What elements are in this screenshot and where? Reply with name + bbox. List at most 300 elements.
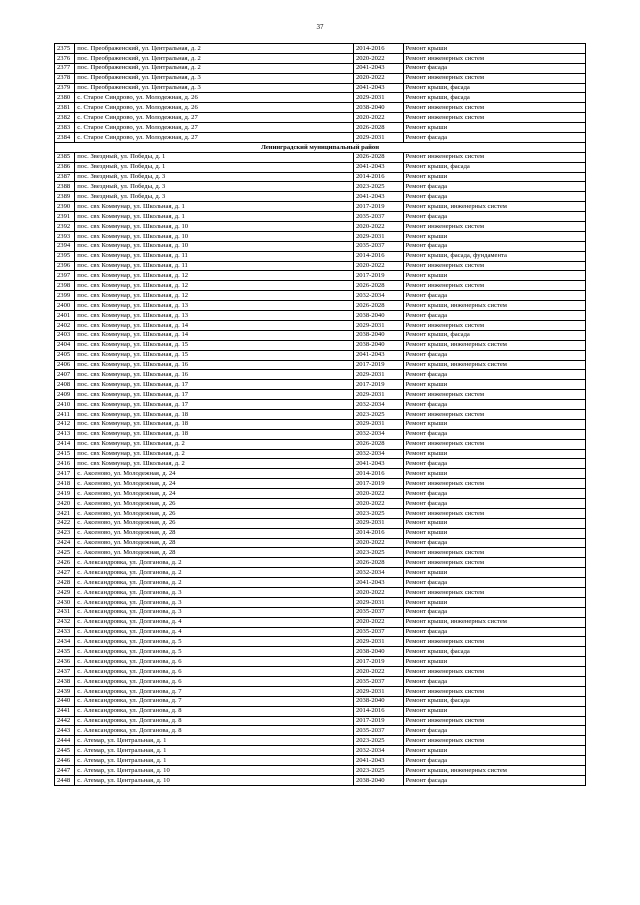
work-type-cell: Ремонт фасада bbox=[403, 133, 585, 143]
row-number: 2381 bbox=[55, 103, 75, 113]
address-cell: пос. Звездный, ул. Победы, д. 1 bbox=[75, 162, 354, 172]
address-cell: с. Александровка, ул. Долганова, д. 6 bbox=[75, 677, 354, 687]
address-cell: пос. свх Коммунар, ул. Школьная, д. 11 bbox=[75, 251, 354, 261]
work-type-cell: Ремонт фасада bbox=[403, 350, 585, 360]
table-row bbox=[55, 498, 586, 508]
address-cell: с. Аксеново, ул. Молодежная, д. 24 bbox=[75, 469, 354, 479]
address-cell: с. Аксеново, ул. Молодежная, д. 28 bbox=[75, 548, 354, 558]
table-row bbox=[55, 291, 586, 301]
address-cell: с. Александровка, ул. Долганова, д. 6 bbox=[75, 667, 354, 677]
table-row bbox=[55, 677, 586, 687]
address-cell: пос. свх Коммунар, ул. Школьная, д. 1 bbox=[75, 202, 354, 212]
work-type-cell: Ремонт инженерных систем bbox=[403, 716, 585, 726]
address-cell: с. Аксеново, ул. Молодежная, д. 26 bbox=[75, 508, 354, 518]
row-number: 2376 bbox=[55, 53, 75, 63]
table-row bbox=[55, 93, 586, 103]
row-number: 2397 bbox=[55, 271, 75, 281]
work-type-cell: Ремонт фасада bbox=[403, 63, 585, 73]
row-number: 2419 bbox=[55, 489, 75, 499]
table-row bbox=[55, 597, 586, 607]
row-number: 2405 bbox=[55, 350, 75, 360]
address-cell: пос. свх Коммунар, ул. Школьная, д. 17 bbox=[75, 400, 354, 410]
section-header-row bbox=[55, 142, 586, 152]
address-cell: с. Александровка, ул. Долганова, д. 4 bbox=[75, 617, 354, 627]
address-cell: с. Александровка, ул. Долганова, д. 3 bbox=[75, 607, 354, 617]
period-cell: 2032-2034 bbox=[353, 568, 403, 578]
table-row bbox=[55, 400, 586, 410]
row-number: 2380 bbox=[55, 93, 75, 103]
address-cell: пос. свх Коммунар, ул. Школьная, д. 18 bbox=[75, 419, 354, 429]
work-type-cell: Ремонт инженерных систем bbox=[403, 667, 585, 677]
work-type-cell: Ремонт фасада bbox=[403, 400, 585, 410]
row-number: 2431 bbox=[55, 607, 75, 617]
address-cell: с. Александровка, ул. Долганова, д. 8 bbox=[75, 726, 354, 736]
table-row bbox=[55, 380, 586, 390]
work-type-cell: Ремонт фасада bbox=[403, 578, 585, 588]
row-number: 2387 bbox=[55, 172, 75, 182]
work-type-cell: Ремонт крыши bbox=[403, 449, 585, 459]
work-type-cell: Ремонт крыши bbox=[403, 123, 585, 133]
period-cell: 2017-2019 bbox=[353, 380, 403, 390]
table-row bbox=[55, 202, 586, 212]
row-number: 2440 bbox=[55, 696, 75, 706]
work-type-cell: Ремонт фасада bbox=[403, 627, 585, 637]
table-row bbox=[55, 518, 586, 528]
period-cell: 2038-2040 bbox=[353, 330, 403, 340]
row-number: 2409 bbox=[55, 390, 75, 400]
row-number: 2406 bbox=[55, 360, 75, 370]
row-number: 2391 bbox=[55, 212, 75, 222]
period-cell: 2032-2034 bbox=[353, 746, 403, 756]
table-row bbox=[55, 696, 586, 706]
row-number: 2414 bbox=[55, 439, 75, 449]
table-row bbox=[55, 409, 586, 419]
row-number: 2417 bbox=[55, 469, 75, 479]
period-cell: 2020-2022 bbox=[353, 489, 403, 499]
work-type-cell: Ремонт фасада bbox=[403, 607, 585, 617]
table-row bbox=[55, 775, 586, 785]
table-row bbox=[55, 231, 586, 241]
address-cell: с. Атемар, ул. Центральная, д. 10 bbox=[75, 775, 354, 785]
work-type-cell: Ремонт крыши, фасада bbox=[403, 696, 585, 706]
period-cell: 2038-2040 bbox=[353, 775, 403, 785]
address-cell: с. Аксеново, ул. Молодежная, д. 28 bbox=[75, 538, 354, 548]
period-cell: 2041-2043 bbox=[353, 192, 403, 202]
work-type-cell: Ремонт крыши bbox=[403, 657, 585, 667]
table-row bbox=[55, 311, 586, 321]
period-cell: 2014-2016 bbox=[353, 706, 403, 716]
row-number: 2416 bbox=[55, 459, 75, 469]
period-cell: 2035-2037 bbox=[353, 627, 403, 637]
row-number: 2429 bbox=[55, 587, 75, 597]
table-row bbox=[55, 568, 586, 578]
row-number: 2421 bbox=[55, 508, 75, 518]
address-cell: пос. свх Коммунар, ул. Школьная, д. 10 bbox=[75, 222, 354, 232]
work-type-cell: Ремонт крыши, инженерных систем bbox=[403, 340, 585, 350]
work-type-cell: Ремонт крыши bbox=[403, 746, 585, 756]
table-row bbox=[55, 212, 586, 222]
work-type-cell: Ремонт инженерных систем bbox=[403, 103, 585, 113]
table-row bbox=[55, 657, 586, 667]
table-row bbox=[55, 528, 586, 538]
row-number: 2379 bbox=[55, 83, 75, 93]
address-cell: пос. свх Коммунар, ул. Школьная, д. 11 bbox=[75, 261, 354, 271]
row-number: 2400 bbox=[55, 301, 75, 311]
repair-schedule-table bbox=[54, 43, 586, 786]
table-row bbox=[55, 222, 586, 232]
row-number: 2427 bbox=[55, 568, 75, 578]
table-row bbox=[55, 429, 586, 439]
period-cell: 2020-2022 bbox=[353, 222, 403, 232]
row-number: 2385 bbox=[55, 152, 75, 162]
work-type-cell: Ремонт крыши, фасада bbox=[403, 330, 585, 340]
period-cell: 2029-2031 bbox=[353, 320, 403, 330]
work-type-cell: Ремонт крыши, фасада bbox=[403, 93, 585, 103]
table-row bbox=[55, 439, 586, 449]
table-row bbox=[55, 647, 586, 657]
work-type-cell: Ремонт инженерных систем bbox=[403, 222, 585, 232]
address-cell: с. Александровка, ул. Долганова, д. 7 bbox=[75, 696, 354, 706]
table-row bbox=[55, 558, 586, 568]
period-cell: 2035-2037 bbox=[353, 212, 403, 222]
work-type-cell: Ремонт крыши, инженерных систем bbox=[403, 617, 585, 627]
address-cell: пос. свх Коммунар, ул. Школьная, д. 14 bbox=[75, 330, 354, 340]
address-cell: с. Александровка, ул. Долганова, д. 8 bbox=[75, 706, 354, 716]
period-cell: 2023-2025 bbox=[353, 508, 403, 518]
address-cell: с. Александровка, ул. Долганова, д. 5 bbox=[75, 647, 354, 657]
address-cell: пос. свх Коммунар, ул. Школьная, д. 13 bbox=[75, 301, 354, 311]
row-number: 2424 bbox=[55, 538, 75, 548]
period-cell: 2023-2025 bbox=[353, 548, 403, 558]
address-cell: пос. Преображенский, ул. Центральная, д. 2 bbox=[75, 44, 354, 54]
work-type-cell: Ремонт крыши bbox=[403, 528, 585, 538]
work-type-cell: Ремонт фасада bbox=[403, 677, 585, 687]
period-cell: 2023-2025 bbox=[353, 766, 403, 776]
section-title: Ленинградский муниципальный район bbox=[55, 142, 586, 152]
table-row bbox=[55, 390, 586, 400]
row-number: 2392 bbox=[55, 222, 75, 232]
table-row bbox=[55, 53, 586, 63]
work-type-cell: Ремонт фасада bbox=[403, 192, 585, 202]
row-number: 2433 bbox=[55, 627, 75, 637]
table-row bbox=[55, 44, 586, 54]
period-cell: 2029-2031 bbox=[353, 518, 403, 528]
row-number: 2446 bbox=[55, 756, 75, 766]
work-type-cell: Ремонт фасада bbox=[403, 538, 585, 548]
work-type-cell: Ремонт крыши, фасада bbox=[403, 83, 585, 93]
address-cell: пос. свх Коммунар, ул. Школьная, д. 2 bbox=[75, 439, 354, 449]
period-cell: 2017-2019 bbox=[353, 657, 403, 667]
row-number: 2393 bbox=[55, 231, 75, 241]
period-cell: 2041-2043 bbox=[353, 459, 403, 469]
period-cell: 2026-2028 bbox=[353, 152, 403, 162]
table-row bbox=[55, 637, 586, 647]
row-number: 2426 bbox=[55, 558, 75, 568]
address-cell: пос. Преображенский, ул. Центральная, д. 3 bbox=[75, 83, 354, 93]
address-cell: пос. Звездный, ул. Победы, д. 1 bbox=[75, 152, 354, 162]
period-cell: 2035-2037 bbox=[353, 241, 403, 251]
address-cell: пос. свх Коммунар, ул. Школьная, д. 18 bbox=[75, 409, 354, 419]
period-cell: 2032-2034 bbox=[353, 449, 403, 459]
period-cell: 2029-2031 bbox=[353, 390, 403, 400]
period-cell: 2029-2031 bbox=[353, 370, 403, 380]
table-row bbox=[55, 746, 586, 756]
table-row bbox=[55, 261, 586, 271]
address-cell: пос. Звездный, ул. Победы, д. 3 bbox=[75, 172, 354, 182]
address-cell: с. Александровка, ул. Долганова, д. 6 bbox=[75, 657, 354, 667]
work-type-cell: Ремонт инженерных систем bbox=[403, 548, 585, 558]
period-cell: 2017-2019 bbox=[353, 716, 403, 726]
address-cell: с. Старое Синдрово, ул. Молодежная, д. 27 bbox=[75, 113, 354, 123]
work-type-cell: Ремонт инженерных систем bbox=[403, 390, 585, 400]
row-number: 2437 bbox=[55, 667, 75, 677]
address-cell: с. Александровка, ул. Долганова, д. 3 bbox=[75, 597, 354, 607]
work-type-cell: Ремонт фасада bbox=[403, 291, 585, 301]
period-cell: 2020-2022 bbox=[353, 261, 403, 271]
address-cell: пос. свх Коммунар, ул. Школьная, д. 13 bbox=[75, 311, 354, 321]
period-cell: 2041-2043 bbox=[353, 756, 403, 766]
address-cell: с. Старое Синдрово, ул. Молодежная, д. 27 bbox=[75, 123, 354, 133]
table-row bbox=[55, 320, 586, 330]
table-row bbox=[55, 686, 586, 696]
period-cell: 2032-2034 bbox=[353, 291, 403, 301]
table-row bbox=[55, 716, 586, 726]
row-number: 2413 bbox=[55, 429, 75, 439]
address-cell: пос. свх Коммунар, ул. Школьная, д. 16 bbox=[75, 360, 354, 370]
work-type-cell: Ремонт инженерных систем bbox=[403, 261, 585, 271]
period-cell: 2023-2025 bbox=[353, 736, 403, 746]
address-cell: с. Старое Синдрово, ул. Молодежная, д. 26 bbox=[75, 103, 354, 113]
period-cell: 2035-2037 bbox=[353, 726, 403, 736]
work-type-cell: Ремонт инженерных систем bbox=[403, 637, 585, 647]
row-number: 2412 bbox=[55, 419, 75, 429]
work-type-cell: Ремонт фасада bbox=[403, 429, 585, 439]
row-number: 2398 bbox=[55, 281, 75, 291]
work-type-cell: Ремонт крыши bbox=[403, 469, 585, 479]
address-cell: пос. свх Коммунар, ул. Школьная, д. 2 bbox=[75, 449, 354, 459]
work-type-cell: Ремонт фасада bbox=[403, 370, 585, 380]
table-row bbox=[55, 192, 586, 202]
period-cell: 2041-2043 bbox=[353, 578, 403, 588]
address-cell: пос. свх Коммунар, ул. Школьная, д. 18 bbox=[75, 429, 354, 439]
period-cell: 2038-2040 bbox=[353, 696, 403, 706]
address-cell: с. Александровка, ул. Долганова, д. 2 bbox=[75, 558, 354, 568]
address-cell: пос. свх Коммунар, ул. Школьная, д. 17 bbox=[75, 390, 354, 400]
table-row bbox=[55, 241, 586, 251]
period-cell: 2026-2028 bbox=[353, 301, 403, 311]
work-type-cell: Ремонт крыши bbox=[403, 568, 585, 578]
period-cell: 2023-2025 bbox=[353, 182, 403, 192]
table-row bbox=[55, 172, 586, 182]
period-cell: 2020-2022 bbox=[353, 53, 403, 63]
period-cell: 2020-2022 bbox=[353, 113, 403, 123]
address-cell: с. Аксеново, ул. Молодежная, д. 24 bbox=[75, 489, 354, 499]
period-cell: 2035-2037 bbox=[353, 607, 403, 617]
address-cell: пос. свх Коммунар, ул. Школьная, д. 14 bbox=[75, 320, 354, 330]
work-type-cell: Ремонт инженерных систем bbox=[403, 439, 585, 449]
row-number: 2415 bbox=[55, 449, 75, 459]
row-number: 2430 bbox=[55, 597, 75, 607]
address-cell: пос. свх Коммунар, ул. Школьная, д. 15 bbox=[75, 350, 354, 360]
work-type-cell: Ремонт крыши, инженерных систем bbox=[403, 202, 585, 212]
address-cell: пос. свх Коммунар, ул. Школьная, д. 12 bbox=[75, 281, 354, 291]
period-cell: 2029-2031 bbox=[353, 231, 403, 241]
work-type-cell: Ремонт инженерных систем bbox=[403, 508, 585, 518]
period-cell: 2041-2043 bbox=[353, 350, 403, 360]
period-cell: 2029-2031 bbox=[353, 133, 403, 143]
table-row bbox=[55, 627, 586, 637]
period-cell: 2026-2028 bbox=[353, 281, 403, 291]
address-cell: с. Александровка, ул. Долганова, д. 8 bbox=[75, 716, 354, 726]
row-number: 2401 bbox=[55, 311, 75, 321]
table-row bbox=[55, 152, 586, 162]
table-row bbox=[55, 182, 586, 192]
row-number: 2428 bbox=[55, 578, 75, 588]
address-cell: с. Атемар, ул. Центральная, д. 1 bbox=[75, 756, 354, 766]
row-number: 2435 bbox=[55, 647, 75, 657]
period-cell: 2020-2022 bbox=[353, 587, 403, 597]
work-type-cell: Ремонт инженерных систем bbox=[403, 479, 585, 489]
table-row bbox=[55, 756, 586, 766]
period-cell: 2029-2031 bbox=[353, 637, 403, 647]
period-cell: 2029-2031 bbox=[353, 93, 403, 103]
row-number: 2447 bbox=[55, 766, 75, 776]
row-number: 2434 bbox=[55, 637, 75, 647]
period-cell: 2020-2022 bbox=[353, 667, 403, 677]
period-cell: 2026-2028 bbox=[353, 558, 403, 568]
work-type-cell: Ремонт инженерных систем bbox=[403, 409, 585, 419]
address-cell: с. Атемар, ул. Центральная, д. 10 bbox=[75, 766, 354, 776]
row-number: 2402 bbox=[55, 320, 75, 330]
table-row bbox=[55, 766, 586, 776]
row-number: 2436 bbox=[55, 657, 75, 667]
row-number: 2444 bbox=[55, 736, 75, 746]
address-cell: пос. Звездный, ул. Победы, д. 3 bbox=[75, 182, 354, 192]
table-row bbox=[55, 617, 586, 627]
period-cell: 2014-2016 bbox=[353, 251, 403, 261]
period-cell: 2029-2031 bbox=[353, 686, 403, 696]
row-number: 2425 bbox=[55, 548, 75, 558]
period-cell: 2017-2019 bbox=[353, 271, 403, 281]
table-row bbox=[55, 469, 586, 479]
address-cell: пос. свх Коммунар, ул. Школьная, д. 10 bbox=[75, 241, 354, 251]
work-type-cell: Ремонт инженерных систем bbox=[403, 686, 585, 696]
work-type-cell: Ремонт фасада bbox=[403, 241, 585, 251]
row-number: 2390 bbox=[55, 202, 75, 212]
table-row bbox=[55, 419, 586, 429]
period-cell: 2026-2028 bbox=[353, 123, 403, 133]
row-number: 2394 bbox=[55, 241, 75, 251]
row-number: 2396 bbox=[55, 261, 75, 271]
work-type-cell: Ремонт крыши bbox=[403, 271, 585, 281]
table-row bbox=[55, 83, 586, 93]
table-row bbox=[55, 103, 586, 113]
row-number: 2448 bbox=[55, 775, 75, 785]
work-type-cell: Ремонт инженерных систем bbox=[403, 152, 585, 162]
row-number: 2383 bbox=[55, 123, 75, 133]
page-number: 37 bbox=[316, 23, 324, 31]
row-number: 2378 bbox=[55, 73, 75, 83]
period-cell: 2041-2043 bbox=[353, 162, 403, 172]
work-type-cell: Ремонт крыши bbox=[403, 380, 585, 390]
row-number: 2408 bbox=[55, 380, 75, 390]
table-row bbox=[55, 73, 586, 83]
work-type-cell: Ремонт крыши, инженерных систем bbox=[403, 766, 585, 776]
table-row bbox=[55, 479, 586, 489]
row-number: 2410 bbox=[55, 400, 75, 410]
work-type-cell: Ремонт инженерных систем bbox=[403, 736, 585, 746]
work-type-cell: Ремонт инженерных систем bbox=[403, 281, 585, 291]
address-cell: с. Александровка, ул. Долганова, д. 7 bbox=[75, 686, 354, 696]
work-type-cell: Ремонт фасада bbox=[403, 489, 585, 499]
work-type-cell: Ремонт крыши bbox=[403, 419, 585, 429]
table-row bbox=[55, 508, 586, 518]
row-number: 2389 bbox=[55, 192, 75, 202]
row-number: 2439 bbox=[55, 686, 75, 696]
row-number: 2377 bbox=[55, 63, 75, 73]
period-cell: 2032-2034 bbox=[353, 400, 403, 410]
work-type-cell: Ремонт инженерных систем bbox=[403, 73, 585, 83]
work-type-cell: Ремонт фасада bbox=[403, 182, 585, 192]
work-type-cell: Ремонт инженерных систем bbox=[403, 587, 585, 597]
address-cell: пос. свх Коммунар, ул. Школьная, д. 12 bbox=[75, 291, 354, 301]
work-type-cell: Ремонт инженерных систем bbox=[403, 53, 585, 63]
period-cell: 2041-2043 bbox=[353, 83, 403, 93]
row-number: 2443 bbox=[55, 726, 75, 736]
period-cell: 2023-2025 bbox=[353, 409, 403, 419]
row-number: 2441 bbox=[55, 706, 75, 716]
table-row bbox=[55, 548, 586, 558]
address-cell: пос. свх Коммунар, ул. Школьная, д. 1 bbox=[75, 212, 354, 222]
address-cell: с. Атемар, ул. Центральная, д. 1 bbox=[75, 746, 354, 756]
address-cell: с. Атемар, ул. Центральная, д. 1 bbox=[75, 736, 354, 746]
period-cell: 2020-2022 bbox=[353, 498, 403, 508]
period-cell: 2020-2022 bbox=[353, 538, 403, 548]
period-cell: 2026-2028 bbox=[353, 439, 403, 449]
period-cell: 2020-2022 bbox=[353, 617, 403, 627]
table-row bbox=[55, 489, 586, 499]
period-cell: 2029-2031 bbox=[353, 419, 403, 429]
work-type-cell: Ремонт фасада bbox=[403, 726, 585, 736]
work-type-cell: Ремонт крыши, фасада bbox=[403, 162, 585, 172]
work-type-cell: Ремонт крыши bbox=[403, 44, 585, 54]
row-number: 2442 bbox=[55, 716, 75, 726]
period-cell: 2029-2031 bbox=[353, 597, 403, 607]
address-cell: с. Аксеново, ул. Молодежная, д. 26 bbox=[75, 518, 354, 528]
period-cell: 2038-2040 bbox=[353, 103, 403, 113]
row-number: 2422 bbox=[55, 518, 75, 528]
work-type-cell: Ремонт крыши bbox=[403, 597, 585, 607]
address-cell: с. Старое Синдрово, ул. Молодежная, д. 26 bbox=[75, 93, 354, 103]
work-type-cell: Ремонт инженерных систем bbox=[403, 113, 585, 123]
row-number: 2438 bbox=[55, 677, 75, 687]
table-row bbox=[55, 587, 586, 597]
table-row bbox=[55, 330, 586, 340]
work-type-cell: Ремонт инженерных систем bbox=[403, 320, 585, 330]
address-cell: с. Александровка, ул. Долганова, д. 5 bbox=[75, 637, 354, 647]
address-cell: с. Старое Синдрово, ул. Молодежная, д. 27 bbox=[75, 133, 354, 143]
work-type-cell: Ремонт фасада bbox=[403, 311, 585, 321]
table-row bbox=[55, 113, 586, 123]
address-cell: пос. свх Коммунар, ул. Школьная, д. 17 bbox=[75, 380, 354, 390]
row-number: 2407 bbox=[55, 370, 75, 380]
table-row bbox=[55, 667, 586, 677]
table-row bbox=[55, 370, 586, 380]
table-row bbox=[55, 123, 586, 133]
table-row bbox=[55, 459, 586, 469]
work-type-cell: Ремонт инженерных систем bbox=[403, 558, 585, 568]
row-number: 2404 bbox=[55, 340, 75, 350]
